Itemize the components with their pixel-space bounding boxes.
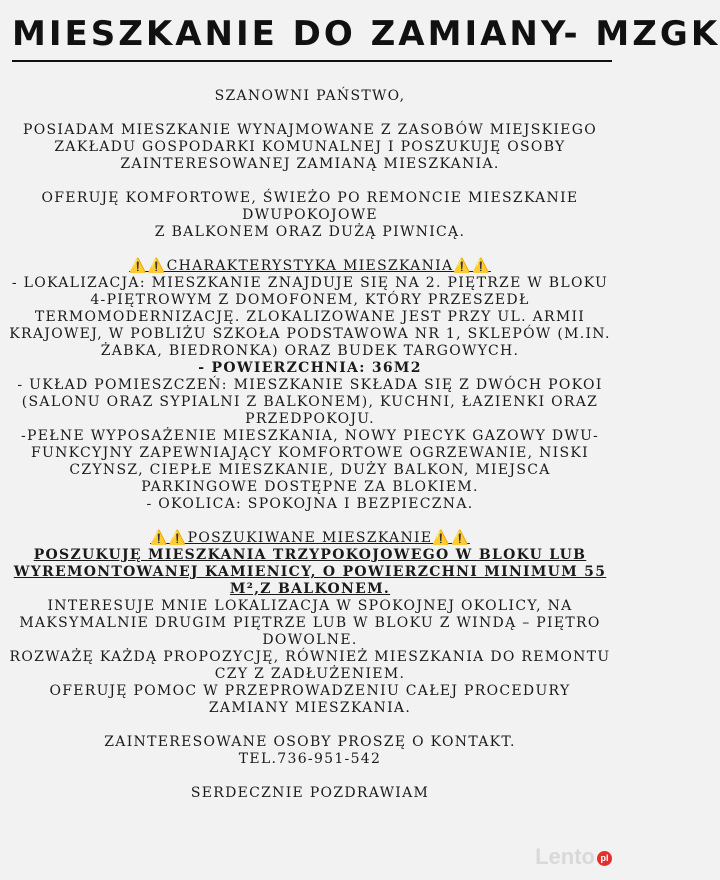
equipment-paragraph: -PEŁNE WYPOSAŻENIE MIESZKANIA, NOWY PIECYK GAZOWY DWU-FUNKCYJNY ZAPEWNIAJĄCY KOMFORTOWE OGRZEWANIE, NISKI CZYNSZ, CIEPŁE MIESZKANIE, DUŻY BALKON, MIEJSCA PARKINGOWE DOSTĘPNE ZA BLOKIEM. <box>20 428 599 495</box>
consider-paragraph: ROZWAŻĘ KAŻDĄ PROPOZYCJĘ, RÓWNIEŻ MIESZKANIA DO REMONTU CZY Z ZADŁUŻENIEM. <box>9 649 611 682</box>
help-paragraph: OFERUJĘ POMOC W PRZEPROWADZENIU CAŁEJ PROCEDURY ZAMIANY MIESZKANIA. <box>49 683 571 716</box>
interest-paragraph: INTERESUJE MNIE LOKALIZACJA W SPOKOJNEJ OKOLICY, NA MAKSYMALNIE DRUGIM PIĘTRZE LUB W BLOKU Z WINDĄ – PIĘTRO DOWOLNE. <box>19 598 601 648</box>
watermark-dot-icon: pl <box>597 851 612 866</box>
page-title: MIESZKANIE DO ZAMIANY- MZGK <box>12 14 720 54</box>
closing-line: SERDECZNIE POZDRAWIAM <box>190 785 430 801</box>
phone-number: TEL.736-951-542 <box>238 751 382 767</box>
wanted-paragraph: POSZUKUJĘ MIESZKANIA TRZYPOKOJOWEGO W BLOKU LUB WYREMONTOWANEJ KAMIENICY, O POWIERZCHNI MINIMUM 55 M²,Z BALKONEM. <box>13 547 607 597</box>
title-underline <box>12 60 612 62</box>
greeting-text: SZANOWNI PAŃSTWO, <box>214 88 406 104</box>
intro-paragraph: POSIADAM MIESZKANIE WYNAJMOWANE Z ZASOBÓW MIEJSKIEGO ZAKŁADU GOSPODARKI KOMUNALNEJ I POSZUKUJĘ OSOBY ZAINTERESOWANEJ ZAMIANĄ MIESZKANIA. <box>23 122 597 172</box>
watermark-text: Lento <box>535 844 595 869</box>
contact-line: ZAINTERESOWANE OSOBY PROSZĘ O KONTAKT. <box>104 734 516 750</box>
offer-line-1: OFERUJĘ KOMFORTOWE, ŚWIEŻO PO REMONCIE MIESZKANIE DWUPOKOJOWE <box>41 190 579 223</box>
layout-paragraph: - UKŁAD POMIESZCZEŃ: MIESZKANIE SKŁADA SIĘ Z DWÓCH POKOI (SALONU ORAZ SYPIALNI Z BALKONEM), KUCHNI, ŁAZIENKI ORAZ PRZEDPOKOJU. <box>17 377 603 427</box>
poster-body <box>8 88 612 802</box>
lento-watermark-logo <box>535 844 612 870</box>
area-line: - POWIERZCHNIA: 36M2 <box>198 360 422 376</box>
section-heading-characteristics: ⚠️⚠️CHARAKTERYSTYKA MIESZKANIA⚠️⚠️ <box>129 258 491 274</box>
neighbourhood-line: - OKOLICA: SPOKOJNA I BEZPIECZNA. <box>146 496 474 512</box>
section-heading-wanted: ⚠️⚠️POSZUKIWANE MIESZKANIE⚠️⚠️ <box>150 530 470 546</box>
location-paragraph: - LOKALIZACJA: MIESZKANIE ZNAJDUJE SIĘ NA 2. PIĘTRZE W BLOKU 4-PIĘTROWYM Z DOMOFONEM, KTÓRY PRZESZEDŁ TERMOMODERNIZACJĘ. ZLOKALIZOWANE JEST PRZY UL. ARMII KRAJOWEJ, W POBLIŻU SZKOŁA PODSTAWOWA NR 1, SKLEPÓW (M.IN. ŻABKA, BIEDRONKA) ORAZ BUDEK TARGOWYCH. <box>9 275 611 359</box>
offer-line-2: Z BALKONEM ORAZ DUŻĄ PIWNICĄ. <box>154 224 466 240</box>
